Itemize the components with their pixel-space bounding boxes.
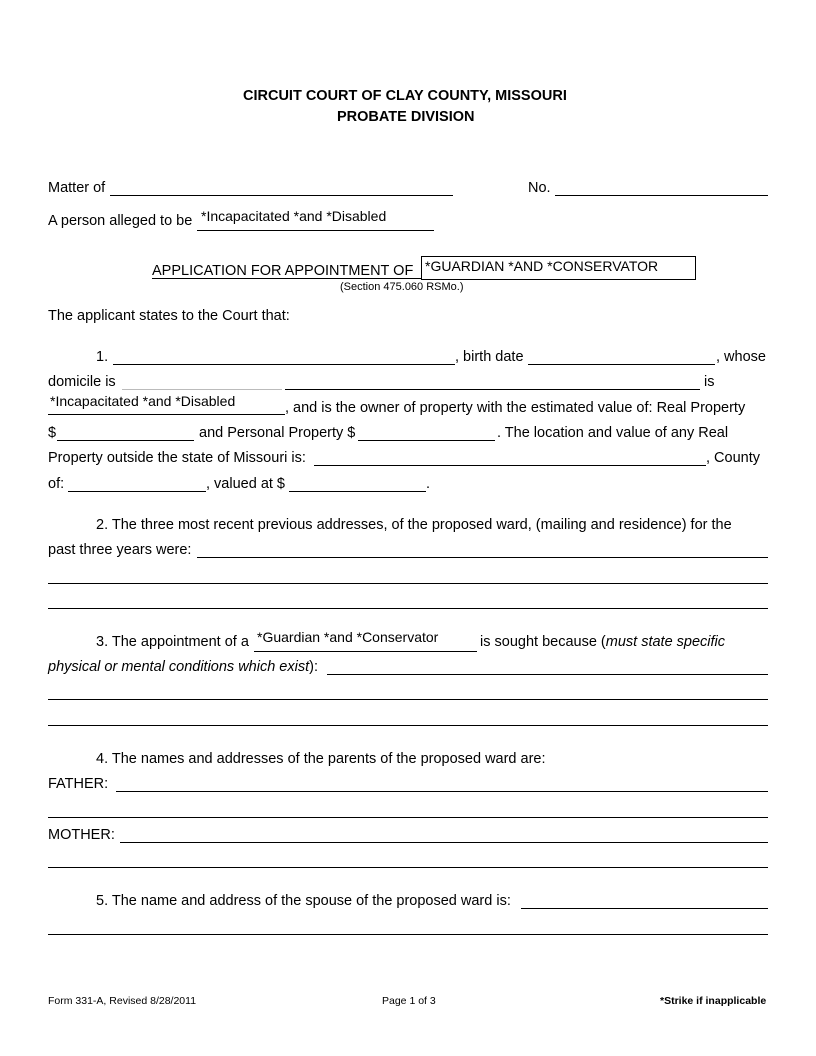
domicile-field[interactable] [285,389,700,390]
father-field-1[interactable] [116,791,768,792]
father-label: FATHER: [48,776,109,792]
birth-date-label: , birth date [455,349,524,365]
case-number-field[interactable] [555,195,768,196]
intro-text: The applicant states to the Court that: [48,308,290,324]
domicile-label: domicile is [48,374,116,390]
case-number-label: No. [528,180,551,196]
applicant-name-field[interactable] [113,364,455,365]
alleged-value[interactable]: *Incapacitated *and *Disabled [201,208,387,224]
addresses-field-1[interactable] [197,557,768,558]
conditions-field-3[interactable] [48,725,768,726]
para3-physical-line: physical or mental conditions which exist): [48,659,318,675]
valued-label: , valued at $ [206,476,285,492]
birth-date-field[interactable] [528,364,715,365]
appointment-type-value[interactable]: *GUARDIAN *AND *CONSERVATOR [425,258,659,274]
matter-label: Matter of [48,180,106,196]
matter-field[interactable] [110,195,453,196]
para2-line1: 2. The three most recent previous addresses, of the proposed ward, (mailing and residence) for the [96,517,732,533]
county-field[interactable] [68,491,206,492]
father-field-2[interactable] [48,817,768,818]
alleged-field-line [197,230,434,231]
addresses-field-2[interactable] [48,583,768,584]
conditions-field-2[interactable] [48,699,768,700]
of-label: of: [48,476,65,492]
mother-field-1[interactable] [120,842,768,843]
county-label: , County [706,450,760,466]
conditions-field-1[interactable] [327,674,768,675]
valued-end: . [426,476,431,492]
para3-physical: physical or mental conditions which exist [48,659,310,675]
owner-text: , and is the owner of property with the estimated value of: Real Property [285,400,746,416]
para3-must: must state specific [605,634,726,650]
personal-property-value-field[interactable] [358,440,495,441]
spouse-field-2[interactable] [48,934,768,935]
para1-number: 1. [96,349,109,365]
spouse-field-1[interactable] [521,908,768,909]
addresses-field-3[interactable] [48,608,768,609]
whose-label: , whose [716,349,766,365]
mother-label: MOTHER: [48,827,115,843]
valued-field[interactable] [289,491,426,492]
para4-text: 4. The names and addresses of the parents of the proposed ward are: [96,751,546,767]
real-property-dollar: $ [48,425,57,441]
outside-property-field[interactable] [314,465,706,466]
alleged-label: A person alleged to be [48,213,193,229]
statute-reference: (Section 475.060 RSMo.) [340,281,464,293]
status-field-line [48,414,285,415]
location-text: . The location and value of any Real [497,425,729,441]
court-title: CIRCUIT COURT OF CLAY COUNTY, MISSOURI [243,88,567,104]
division-title: PROBATE DIVISION [337,109,475,125]
para2-line2: past three years were: [48,542,192,558]
para5-text: 5. The name and address of the spouse of the proposed ward is: [96,893,511,909]
application-title: APPLICATION FOR APPOINTMENT OF [152,263,414,279]
form-number: Form 331-A, Revised 8/28/2011 [48,995,197,1007]
mother-field-2[interactable] [48,867,768,868]
para3-start: 3. The appointment of a [96,634,249,650]
application-title-underline [152,278,421,279]
outside-text: Property outside the state of Missouri is: [48,450,306,466]
appointment-sought-line [254,651,477,652]
para3-sought: is sought because (must state specific [480,634,726,650]
real-property-value-field[interactable] [57,440,194,441]
is-label: is [704,374,715,390]
page-number: Page 1 of 3 [382,995,436,1007]
personal-property-label: and Personal Property $ [199,425,356,441]
appointment-sought-value[interactable]: *Guardian *and *Conservator [257,629,439,645]
domicile-field-faint[interactable] [122,389,282,390]
status-value[interactable]: *Incapacitated *and *Disabled [50,393,236,409]
strike-note: *Strike if inapplicable [660,995,767,1007]
